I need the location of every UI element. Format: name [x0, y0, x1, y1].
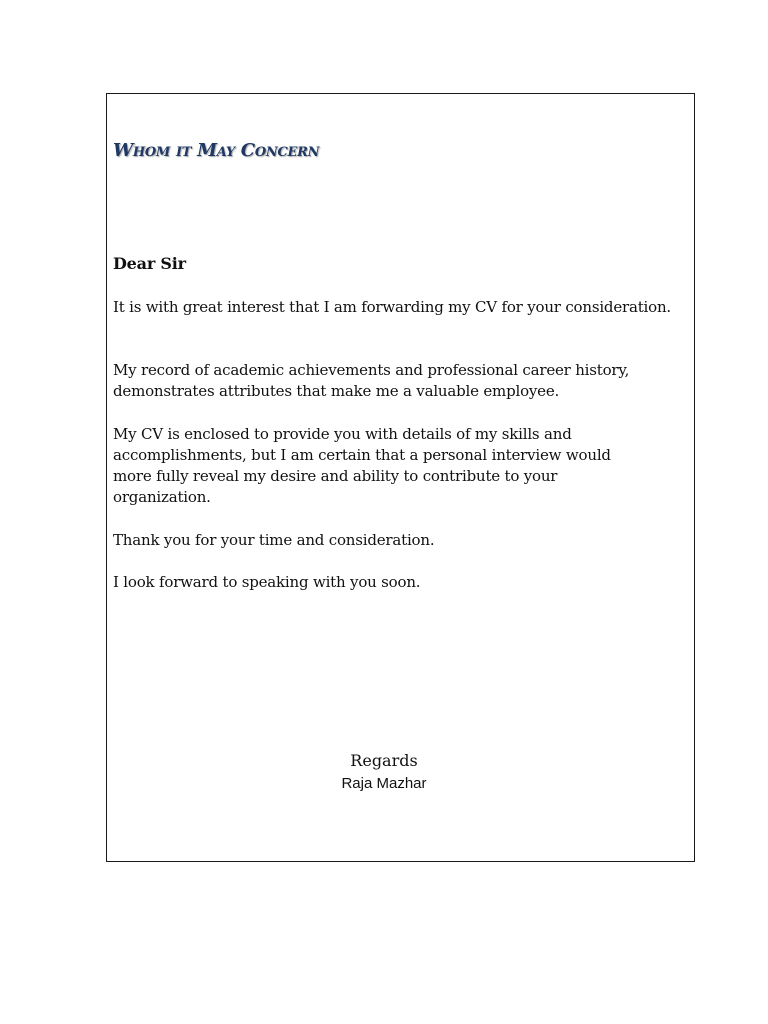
paragraph-thanks: Thank you for your time and consideration.	[113, 531, 435, 549]
closing-regards: Regards	[350, 751, 418, 770]
paragraph-closing-line: I look forward to speaking with you soon.	[113, 573, 421, 591]
salutation: Dear Sir	[113, 254, 186, 273]
paragraph-intro: It is with great interest that I am forwarding my CV for your consideration.	[113, 298, 671, 316]
paragraph-record: My record of academic achievements and professional career history, demonstrates attributes that make me a valuable employee.	[113, 361, 630, 400]
signer-name: Raja Mazhar	[341, 775, 427, 792]
letter-heading: Whom it May Concern	[113, 140, 320, 161]
paragraph-cv: My CV is enclosed to provide you with details of my skills and accomplishments, but I am certain that a personal interview would more fully reveal my desire and ability to contribute to your organization.	[113, 425, 611, 506]
